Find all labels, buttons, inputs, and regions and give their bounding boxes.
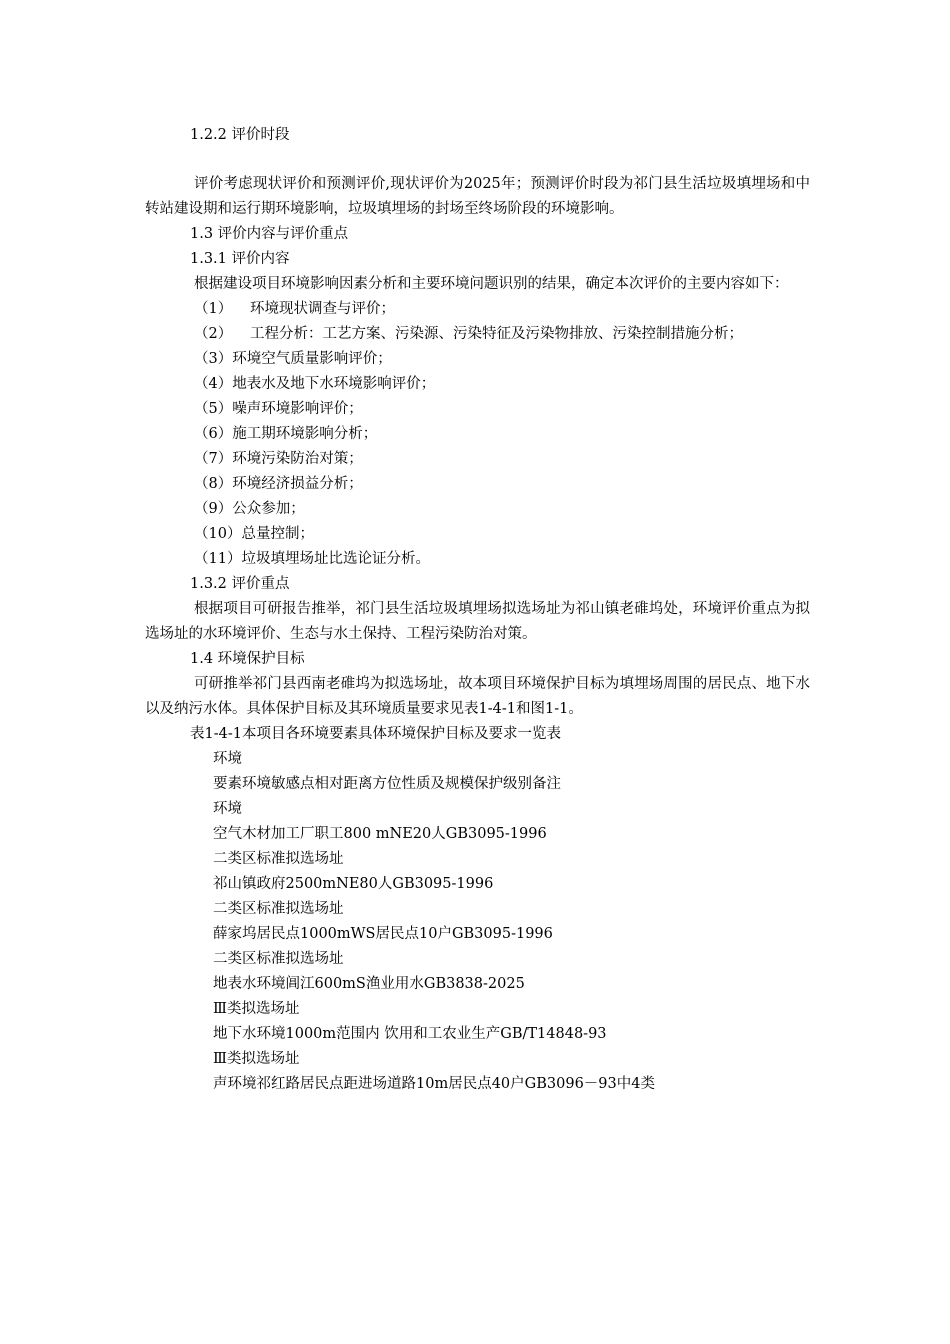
- list-item-number: （5）: [194, 401, 233, 417]
- list-item-number: （10）: [194, 526, 242, 542]
- table-line: 二类区标准拟选场址: [213, 951, 344, 967]
- heading-1-3-2: 1.3.2 评价重点: [190, 576, 290, 592]
- list-item-text: 环境经济损益分析；: [232, 476, 363, 492]
- list-item-number: （4）: [194, 376, 233, 392]
- list-item-number: （6）: [194, 426, 233, 442]
- table-line: 二类区标准拟选场址: [213, 851, 344, 867]
- list-item-text: 垃圾填埋场址比选论证分析。: [241, 551, 430, 567]
- list-item-number: （1）: [194, 301, 233, 317]
- list-item-number: （8）: [194, 476, 233, 492]
- list-item-number: （11）: [194, 551, 242, 567]
- list-item: [145, 347, 810, 372]
- list-item-text: 噪声环境影响评价；: [232, 401, 363, 417]
- paragraph-protection-targets: 可研推举祁门县西南老碓坞为拟选场址，故本项目环境保护目标为填埋场周围的居民点、地下水以及纳污水体。具体保护目标及其环境质量要求见表1-4-1和图1-1。: [145, 676, 810, 717]
- table-line: 环境: [213, 801, 242, 817]
- table-line: 要素环境敏感点相对距离方位性质及规模保护级别备注: [213, 776, 561, 792]
- content-list: [145, 297, 810, 572]
- list-item-text: 环境污染防治对策；: [232, 451, 363, 467]
- table-line: 地下水环境1000m范围内 饮用和工农业生产GB/T14848-93: [213, 1026, 607, 1042]
- table-line: 祁山镇政府2500mNE80人GB3095-1996: [213, 876, 494, 892]
- list-item-number: （3）: [194, 351, 233, 367]
- heading-1-3-1: 1.3.1 评价内容: [190, 251, 290, 267]
- paragraph-evaluation-focus: 根据项目可研报告推举，祁门县生活垃圾填埋场拟选场址为祁山镇老碓坞处，环境评价重点为拟选场址的水环境评价、生态与水土保持、工程污染防治对策。: [145, 601, 810, 642]
- list-item-text: 工程分析：工艺方案、污染源、污染特征及污染物排放、污染控制措施分析；: [250, 326, 743, 342]
- protection-table-text: [145, 747, 810, 1097]
- list-item: [145, 447, 810, 472]
- list-item-text: 公众参加；: [232, 501, 305, 517]
- list-item-number: （9）: [194, 501, 233, 517]
- heading-1-2-2: 1.2.2 评价时段: [190, 127, 290, 143]
- paragraph-content-intro: 根据建设项目环境影响因素分析和主要环境问题识别的结果，确定本次评价的主要内容如下：: [194, 276, 789, 292]
- list-item: [145, 372, 810, 397]
- list-item: [145, 297, 810, 322]
- table-line: 地表水环境阊江600mS渔业用水GB3838-2025: [213, 976, 525, 992]
- list-item: [145, 522, 810, 547]
- table-line: Ⅲ类拟选场址: [213, 1001, 300, 1017]
- list-item-text: 地表水及地下水环境影响评价；: [232, 376, 436, 392]
- list-item: [145, 547, 810, 572]
- table-caption: 表1-4-1本项目各环境要素具体环境保护目标及要求一览表: [190, 726, 561, 742]
- heading-1-3: 1.3 评价内容与评价重点: [190, 226, 349, 242]
- table-line: 薛家坞居民点1000mWS居民点10户GB3095-1996: [213, 926, 553, 942]
- list-item-text: 环境现状调查与评价；: [250, 301, 395, 317]
- document-page: [145, 0, 810, 1097]
- list-item-text: 环境空气质量影响评价；: [232, 351, 392, 367]
- paragraph-evaluation-period: 评价考虑现状评价和预测评价,现状评价为2025年；预测评价时段为祁门县生活垃圾填埋场和中转站建设期和运行期环境影响，垃圾填埋场的封场至终场阶段的环境影响。: [145, 176, 810, 217]
- table-line: 空气木材加工厂职工800 mNE20人GB3095-1996: [213, 826, 547, 842]
- list-item: [145, 497, 810, 522]
- list-item: [145, 422, 810, 447]
- table-line: 声环境祁红路居民点距进场道路10m居民点40户GB3096－93中4类: [213, 1076, 655, 1092]
- heading-1-4: 1.4 环境保护目标: [190, 651, 305, 667]
- list-item-text: 总量控制；: [241, 526, 314, 542]
- table-line: 二类区标准拟选场址: [213, 901, 344, 917]
- list-item: [145, 322, 810, 347]
- list-item-number: （2）: [194, 326, 233, 342]
- list-item: [145, 397, 810, 422]
- list-item-number: （7）: [194, 451, 233, 467]
- list-item: [145, 472, 810, 497]
- table-line: 环境: [213, 751, 242, 767]
- table-line: Ⅲ类拟选场址: [213, 1051, 300, 1067]
- list-item-text: 施工期环境影响分析；: [232, 426, 378, 442]
